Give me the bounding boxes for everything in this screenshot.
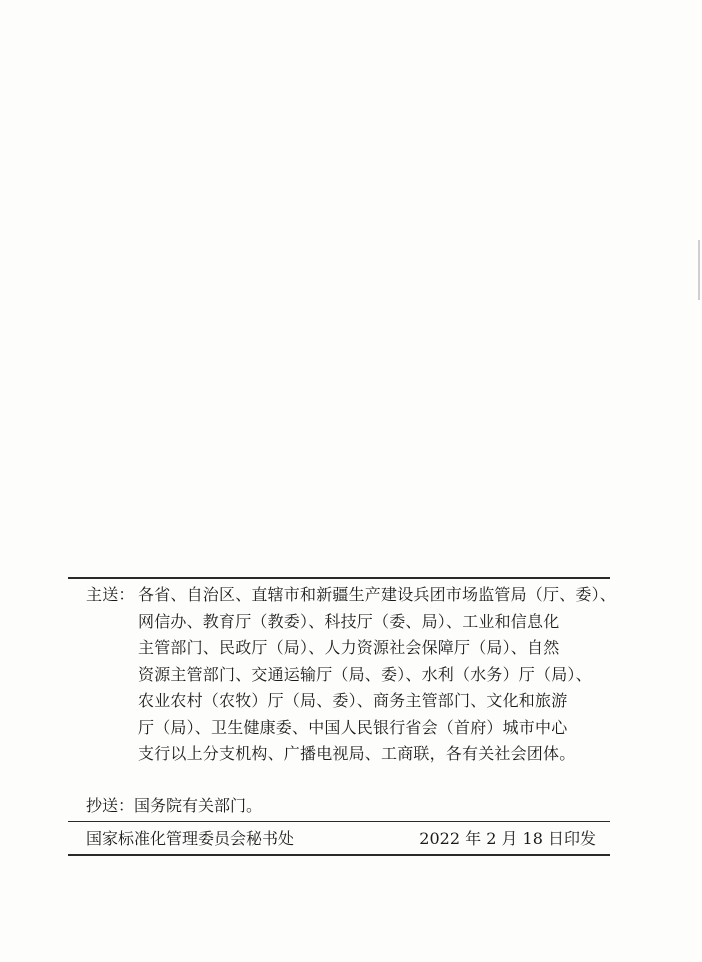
main-recipients-line-5: 农业农村（农牧）厅（局、委）、商务主管部门、文化和旅游 bbox=[138, 691, 568, 710]
main-recipients-label: 主送： bbox=[86, 585, 135, 604]
top-divider bbox=[68, 577, 610, 579]
main-recipients-line-1: 各省、自治区、直辖市和新疆生产建设兵团市场监管局（厅、委）、 bbox=[138, 585, 617, 604]
main-recipients-line-7: 支行以上分支机构、广播电视局、工商联，各有关社会团体。 bbox=[138, 744, 576, 763]
main-recipients-line-2: 网信办、教育厅（教委）、科技厅（委、局）、工业和信息化 bbox=[138, 611, 560, 631]
copy-recipients-text: 国务院有关部门。 bbox=[134, 796, 263, 815]
main-recipients-line-6: 厅（局）、卫生健康委、中国人民银行省会（首府）城市中心 bbox=[138, 717, 568, 737]
issuing-office: 国家标准化管理委员会秘书处 bbox=[86, 829, 295, 848]
copy-recipients-row bbox=[86, 793, 262, 819]
main-recipients-line-4: 资源主管部门、交通运输厅（局、委）、水利（水务）厅（局）、 bbox=[138, 664, 592, 684]
page-edge-mark bbox=[698, 240, 700, 300]
main-recipients-block bbox=[86, 582, 617, 768]
main-recipients-first-line bbox=[86, 582, 617, 609]
main-recipients-line-3: 主管部门、民政厅（局）、人力资源社会保障厅（局）、自然 bbox=[138, 638, 560, 657]
bottom-divider bbox=[68, 854, 610, 856]
issue-date: 2022 年 2 月 18 日印发 bbox=[419, 829, 596, 848]
copy-recipients-label: 抄送： bbox=[86, 796, 135, 815]
issuer-row bbox=[86, 826, 596, 852]
middle-divider bbox=[68, 821, 610, 822]
